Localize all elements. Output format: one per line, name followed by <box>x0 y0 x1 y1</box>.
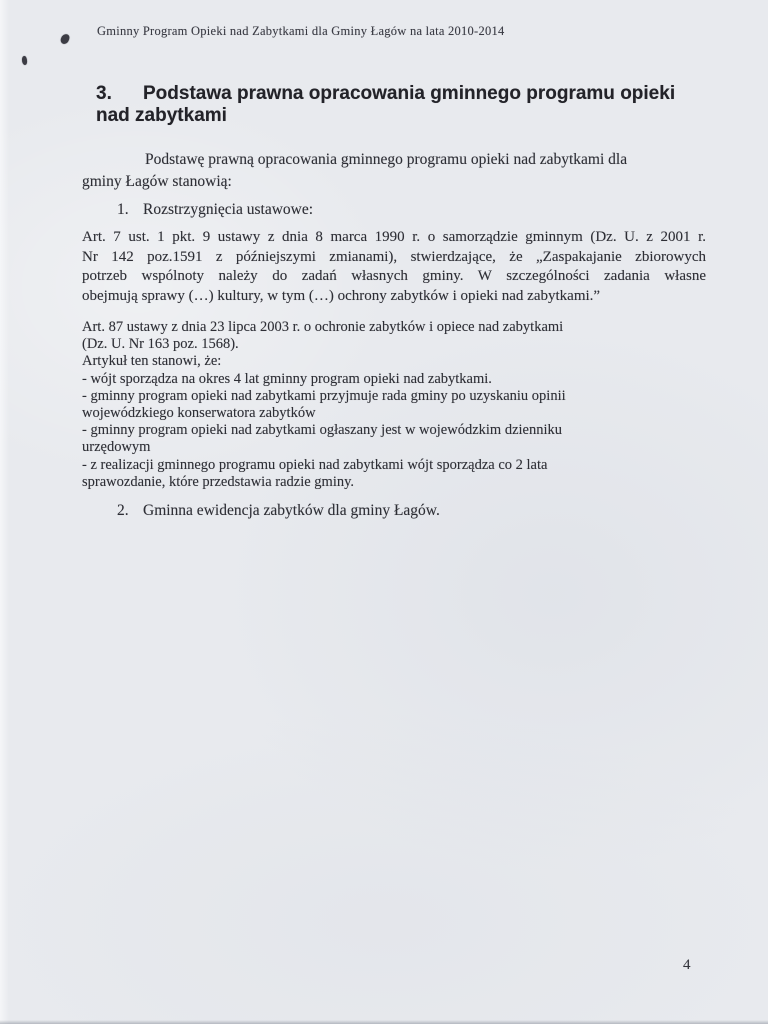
text-line: Artykuł ten stanowi, że: <box>82 353 222 370</box>
text-line: Art. 87 ustawy z dnia 23 lipca 2003 r. o ochronie zabytków i opiece nad zabytkami <box>82 319 564 335</box>
list-item-2-label: Gminna ewidencja zabytków dla gminy Łagów. <box>143 502 440 519</box>
text-line: Nr 142 poz.1591 z późniejszymi zmianami), stwierdzające, że „Zaspakajanie zbiorowych <box>82 248 706 265</box>
article-87-paragraph <box>82 319 706 491</box>
list-item-1-label: Rozstrzygnięcia ustawowe: <box>143 201 314 218</box>
text-line: Art. 7 ust. 1 pkt. 9 ustawy z dnia 8 marca 1990 r. o samorządzie gminnym (Dz. U. z 2001 r. <box>82 229 706 245</box>
section-heading <box>96 83 696 126</box>
text-line: wojewódzkiego konserwatora zabytków <box>82 405 316 422</box>
text-line: Podstawę prawną opracowania gminnego programu opieki nad zabytkami dla <box>145 151 628 168</box>
ink-speck <box>21 56 28 66</box>
text-line: (Dz. U. Nr 163 poz. 1568). <box>82 336 239 353</box>
section-heading-number: 3. <box>96 83 112 104</box>
scan-bottom-edge <box>0 1020 768 1024</box>
text-line: obejmują sprawy (…) kultury, w tym (…) ochrony zabytków i opieki nad zabytkami.” <box>82 288 601 305</box>
text-line: gminy Łagów stanowią: <box>82 172 232 190</box>
intro-paragraph <box>82 149 702 192</box>
list-item-2-number: 2. <box>117 502 129 519</box>
text-line: potrzeb wspólnoty należy do zadań własnych gminy. W szczególności zadania własne <box>82 268 706 285</box>
text-line: - gminny program opieki nad zabytkami ogłaszany jest w wojewódzkim dzienniku <box>82 422 562 439</box>
text-line: - gminny program opieki nad zabytkami przyjmuje rada gminy po uzyskaniu opinii <box>82 387 566 404</box>
ink-speck <box>60 33 71 45</box>
text-line: urzędowym <box>82 439 151 456</box>
page-number: 4 <box>683 957 691 973</box>
article-7-paragraph <box>82 228 706 307</box>
section-heading-text: Podstawa prawna opracowania gminnego programu opieki nad zabytkami <box>96 83 676 126</box>
text-line: - z realizacji gminnego programu opieki nad zabytkami wójt sporządza co 2 lata <box>82 456 548 473</box>
list-item-1-number: 1. <box>117 201 129 218</box>
text-line: - wójt sporządza na okres 4 lat gminny program opieki nad zabytkami. <box>82 370 492 387</box>
scan-left-edge <box>0 0 9 1024</box>
list-item-2 <box>117 502 440 520</box>
running-header: Gminny Program Opieki nad Zabytkami dla Gminy Łagów na lata 2010-2014 <box>97 24 505 38</box>
list-item-1 <box>117 201 313 219</box>
text-line: sprawozdanie, które przedstawia radzie gminy. <box>82 473 355 490</box>
